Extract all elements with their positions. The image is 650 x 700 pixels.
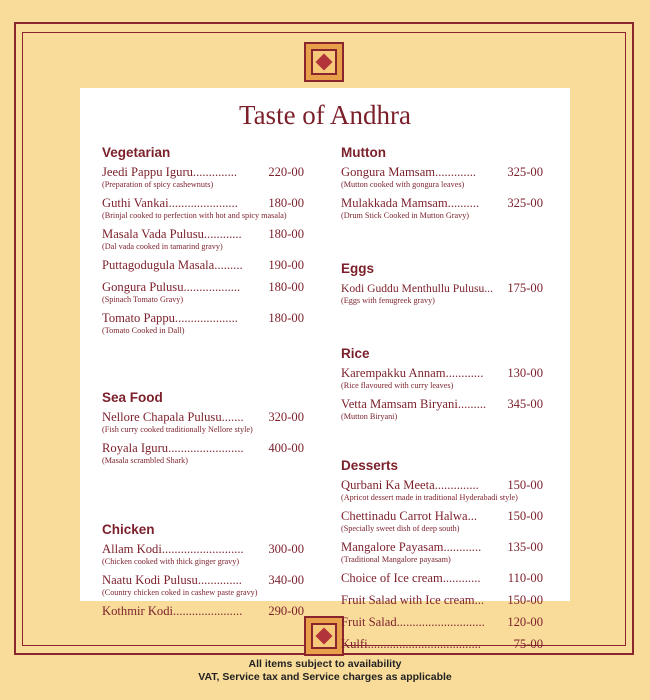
section-heading: Vegetarian: [102, 145, 171, 160]
item-price: 325-00: [507, 165, 543, 179]
item-name: Fruit Salad with Ice cream...: [341, 593, 485, 607]
item-price: 220-00: [268, 165, 304, 179]
item-description: (Drum Stick Cooked in Mutton Gravy): [341, 211, 470, 220]
menu-item: [341, 165, 543, 190]
item-description: (Eggs with fenugreek gravy): [341, 296, 435, 305]
item-name: Chettinadu Carrot Halwa...: [341, 509, 478, 523]
item-description: (Mutton Biryani): [341, 412, 398, 421]
section-heading: Sea Food: [102, 390, 163, 405]
menu-item: [102, 258, 304, 273]
item-price: 300-00: [268, 542, 304, 556]
item-name: Karempakku Annam............: [341, 366, 484, 380]
item-price: 110-00: [507, 571, 543, 585]
item-name: Guthi Vankai......................: [102, 196, 238, 210]
item-name: Mulakkada Mamsam..........: [341, 196, 480, 210]
item-name: Vetta Mamsam Biryani.........: [341, 397, 487, 411]
item-price: 180-00: [268, 280, 304, 294]
item-name: Gongura Mamsam.............: [341, 165, 477, 179]
item-description: (Dal vada cooked in tamarind gravy): [102, 242, 223, 251]
item-name: Mangalore Payasam............: [341, 540, 482, 554]
section-seafood: [102, 390, 304, 466]
footer-availability: All items subject to availability: [248, 658, 402, 670]
item-price: 175-00: [507, 281, 543, 295]
item-name: Puttagodugula Masala.........: [102, 258, 243, 272]
menu-item: [341, 478, 543, 503]
menu-item: [102, 573, 304, 598]
menu-item: [341, 366, 543, 391]
item-description: (Preparation of spicy cashewnuts): [102, 180, 214, 189]
section-mutton: [341, 145, 543, 221]
section-desserts: [341, 458, 543, 652]
section-chicken: [102, 522, 304, 619]
item-name: Royala Iguru........................: [102, 441, 244, 455]
item-description: (Tomato Cooked in Dall): [102, 326, 185, 335]
section-vegetarian: [102, 145, 304, 336]
item-name: Masala Vada Pulusu............: [102, 227, 242, 241]
item-price: 340-00: [268, 573, 304, 587]
item-price: 400-00: [268, 441, 304, 455]
item-name: Kodi Guddu Menthullu Pulusu...: [341, 282, 494, 295]
item-description: (Apricot dessert made in traditional Hyderabadi style): [341, 493, 518, 502]
section-heading: Desserts: [341, 458, 399, 473]
menu-column-right: [341, 145, 543, 654]
item-price: 180-00: [268, 311, 304, 325]
item-price: 290-00: [268, 604, 304, 618]
menu-item: [341, 509, 543, 534]
item-description: (Spinach Tomato Gravy): [102, 295, 184, 304]
item-price: 180-00: [268, 196, 304, 210]
menu-panel: [80, 88, 570, 651]
menu-item: [102, 311, 304, 336]
menu-item: [341, 571, 543, 586]
item-name: Choice of Ice cream............: [341, 571, 481, 585]
menu-item: [341, 281, 543, 306]
menu-item: [102, 227, 304, 252]
item-description: (Mutton cooked with gongura leaves): [341, 180, 465, 189]
item-name: Nellore Chapala Pulusu.......: [102, 410, 244, 424]
item-price: 345-00: [507, 397, 543, 411]
item-name: Jeedi Pappu Iguru..............: [102, 165, 238, 179]
item-price: 325-00: [507, 196, 543, 210]
footer-charges: VAT, Service tax and Service charges as applicable: [198, 671, 452, 683]
menu-item: [341, 540, 543, 565]
menu-item: [102, 410, 304, 435]
item-price: 75-00: [513, 637, 543, 651]
item-price: 130-00: [507, 366, 543, 380]
item-description: (Traditional Mangalore payasam): [341, 555, 451, 564]
item-description: (Rice flavoured with curry leaves): [341, 381, 454, 390]
section-heading: Eggs: [341, 261, 375, 276]
menu-item: [102, 542, 304, 567]
menu-title: Taste of Andhra: [238, 100, 412, 130]
menu-item: [102, 196, 304, 221]
item-description: (Specially sweet dish of deep south): [341, 524, 460, 533]
item-description: (Country chicken coked in cashew paste gravy): [102, 588, 258, 597]
footer-note: [0, 658, 650, 684]
section-eggs: [341, 261, 543, 306]
ornament-tile-icon: [304, 42, 344, 82]
section-heading: Rice: [341, 346, 370, 361]
item-name: Tomato Pappu....................: [102, 311, 238, 325]
item-price: 150-00: [507, 509, 543, 523]
item-description: (Chicken cooked with thick ginger gravy): [102, 557, 240, 566]
item-name: Naatu Kodi Pulusu..............: [102, 573, 242, 587]
menu-item: [341, 593, 543, 608]
item-price: 120-00: [507, 615, 543, 629]
menu-item: [102, 165, 304, 190]
item-price: 150-00: [507, 593, 543, 607]
item-description: (Brinjal cooked to perfection with hot and spicy masala): [102, 211, 287, 220]
item-description: (Fish curry cooked traditionally Nellore style): [102, 425, 253, 434]
item-description: (Masala scrambled Shark): [102, 456, 188, 465]
section-heading: Chicken: [102, 522, 155, 537]
menu-item: [341, 397, 543, 422]
item-name: Gongura Pulusu..................: [102, 280, 241, 294]
item-price: 150-00: [507, 478, 543, 492]
section-rice: [341, 346, 543, 422]
item-price: 180-00: [268, 227, 304, 241]
item-name: Qurbani Ka Meeta..............: [341, 478, 479, 492]
menu-item: [102, 280, 304, 305]
item-price: 190-00: [268, 258, 304, 272]
menu-item: [341, 196, 543, 221]
ornament-tile-icon: [304, 616, 344, 656]
item-name: Kulfi....................................: [341, 637, 481, 651]
menu-item: [102, 604, 304, 619]
item-price: 320-00: [268, 410, 304, 424]
item-price: 135-00: [507, 540, 543, 554]
menu-column-left: [102, 145, 304, 621]
item-name: Kothmir Kodi......................: [102, 604, 243, 618]
menu-item: [341, 615, 543, 630]
section-heading: Mutton: [341, 145, 386, 160]
menu-item: [341, 637, 543, 652]
menu-item: [102, 441, 304, 466]
item-name: Allam Kodi..........................: [102, 542, 244, 556]
item-name: Fruit Salad............................: [341, 615, 485, 629]
